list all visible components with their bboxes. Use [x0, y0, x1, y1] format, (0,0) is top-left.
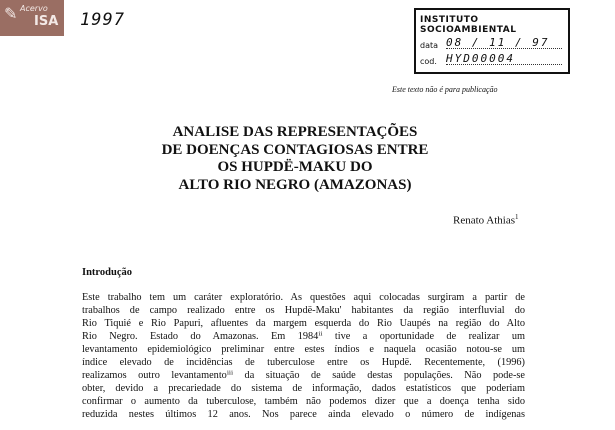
archive-logo: [0, 0, 64, 36]
body-paragraph: [82, 291, 525, 421]
author-name: [453, 213, 519, 227]
stamp-code-row: [420, 52, 515, 66]
stamp-code-value: HYD00004: [446, 52, 562, 65]
body-line: reduzida nestes últimos 12 anos. Nos parece ainda elevado o número de indígenas: [82, 409, 525, 420]
title-line: OS HUPDË-MAKU DO: [217, 159, 373, 175]
stamp-code-label: cod.: [420, 57, 437, 66]
body-line: confirmar o aumento da tuberculose, também não podemos dizer que a doença tenha sido: [82, 396, 525, 407]
stamp-date-row: [420, 36, 550, 50]
author-text: Renato Athias: [453, 214, 516, 227]
body-line: levantamento epidemiológico preliminar entre estes índios e naquela ocasião notou-se um: [82, 344, 525, 355]
logo-line2: ISA: [34, 14, 59, 29]
body-line: Rio Tiquié e Rio Papuri, afluentes da margem esquerda do Rio Uaupés na região do Alto: [82, 318, 525, 329]
logo-mark-icon: ✎: [4, 4, 18, 23]
section-heading: Introdução: [82, 267, 132, 278]
body-line: obter, devido a precariedade do sistema de informação, dados estatísticos que poderiam: [82, 383, 525, 394]
title-line: ANALISE DAS REPRESENTAÇÕES: [172, 124, 418, 140]
body-line: trabalhos de campo realizado entre os Hupdë-Maku' habitantes da região interfluvial do: [82, 305, 525, 316]
logo-line1: Acervo: [20, 4, 48, 13]
body-line: Este trabalho tem um caráter exploratório. As questões aqui colocadas surgiram a partir de: [82, 292, 525, 303]
title-line: DE DOENÇAS CONTAGIOSAS ENTRE: [161, 141, 429, 158]
publication-note: Este texto não é para publicação: [392, 85, 498, 94]
stamp-institution: INSTITUTO SOCIOAMBIENTAL: [420, 15, 517, 35]
stamp-date-value: 08 / 11 / 97: [446, 36, 562, 49]
author-footnote-marker: 1: [515, 213, 519, 221]
body-line: Rio Negro. Estado do Amazonas. Em 1984ⁱⁱ tive a oportunidade de realizar um: [82, 331, 525, 342]
institution-stamp: [414, 8, 570, 74]
title-line: ALTO RIO NEGRO (AMAZONAS): [178, 176, 412, 193]
document-title: [120, 124, 470, 194]
body-line: realizamos outro levantamentoⁱⁱⁱ da situação de saúde destas populações. Não pode-se: [82, 370, 525, 381]
handwritten-reference: 1997: [80, 10, 125, 30]
body-line: índice elevado de incidências de tuberculose entre os Hupdë. Recentemente, (1996): [82, 357, 525, 368]
stamp-date-label: data: [420, 41, 439, 50]
